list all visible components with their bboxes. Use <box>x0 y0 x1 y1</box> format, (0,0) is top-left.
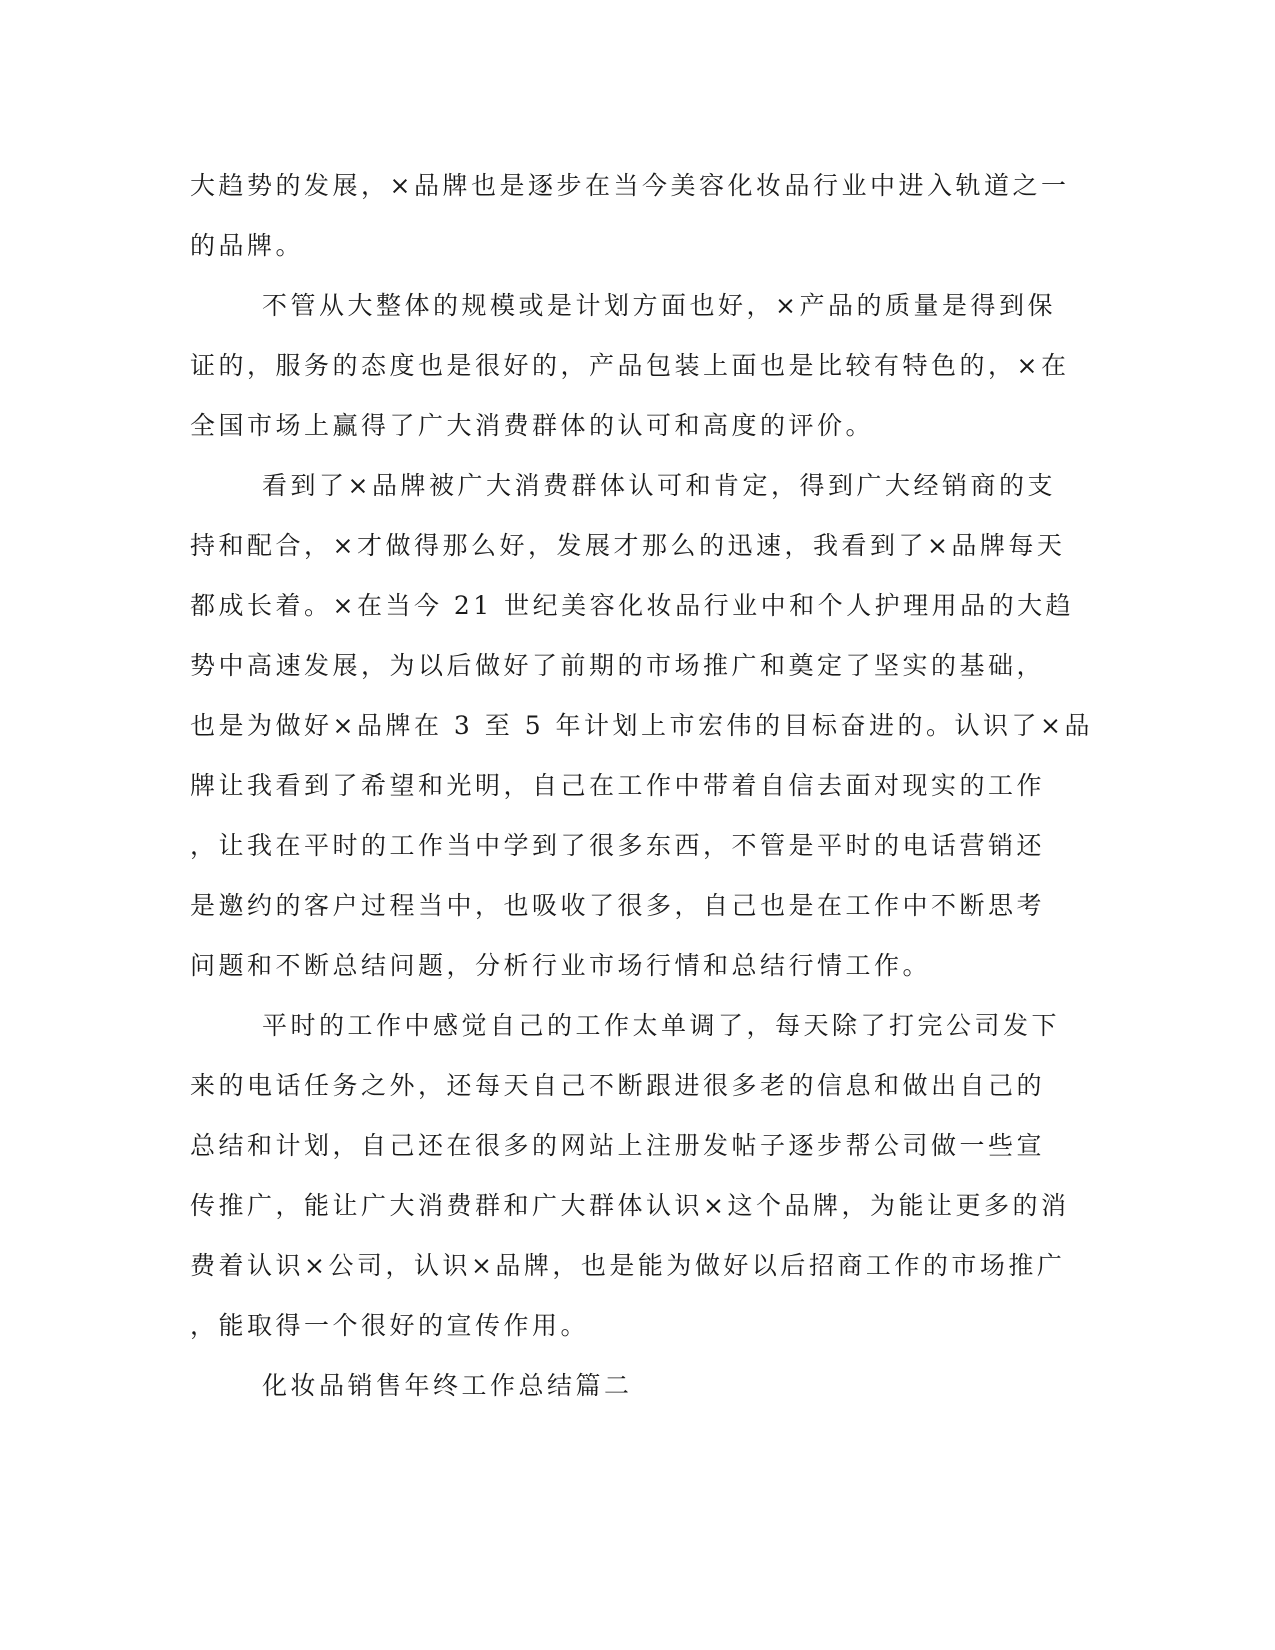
document-body <box>190 156 1093 1416</box>
paragraph-start-line: 不管从大整体的规模或是计划方面也好，×产品的质量是得到保 <box>262 291 1056 320</box>
text-line: 牌让我看到了希望和光明，自己在工作中带着自信去面对现实的工作 <box>190 771 1046 800</box>
text-line: 费着认识×公司，认识×品牌，也是能为做好以后招商工作的市场推广 <box>190 1251 1066 1280</box>
text-line: 的品牌。 <box>190 231 305 260</box>
text-line: 势中高速发展，为以后做好了前期的市场推广和奠定了坚实的基础， <box>190 651 1046 680</box>
text-line: ，能取得一个很好的宣传作用。 <box>190 1311 590 1340</box>
text-line: 传推广，能让广大消费群和广大群体认识×这个品牌，为能让更多的消 <box>190 1191 1070 1220</box>
text-line: 总结和计划，自己还在很多的网站上注册发帖子逐步帮公司做一些宣 <box>190 1131 1046 1160</box>
text-line: 问题和不断总结问题，分析行业市场行情和总结行情工作。 <box>190 951 932 980</box>
text-line: 都成长着。×在当今 21 世纪美容化妆品行业中和个人护理用品的大趋 <box>190 591 1075 620</box>
text-line: 持和配合，×才做得那么好，发展才那么的迅速，我看到了×品牌每天 <box>190 531 1066 560</box>
text-line: 来的电话任务之外，还每天自己不断跟进很多老的信息和做出自己的 <box>190 1071 1046 1100</box>
text-line: 也是为做好×品牌在 3 至 5 年计划上市宏伟的目标奋进的。认识了×品 <box>190 711 1093 740</box>
section-heading: 化妆品销售年终工作总结篇二 <box>262 1371 633 1400</box>
text-line: ，让我在平时的工作当中学到了很多东西，不管是平时的电话营销还 <box>190 831 1046 860</box>
paragraph-start-line: 看到了×品牌被广大消费群体认可和肯定，得到广大经销商的支 <box>262 471 1056 500</box>
text-line: 是邀约的客户过程当中，也吸收了很多，自己也是在工作中不断思考 <box>190 891 1046 920</box>
text-line: 大趋势的发展，×品牌也是逐步在当今美容化妆品行业中进入轨道之一 <box>190 171 1070 200</box>
text-line: 证的，服务的态度也是很好的，产品包装上面也是比较有特色的，×在 <box>190 351 1070 380</box>
paragraph-start-line: 平时的工作中感觉自己的工作太单调了，每天除了打完公司发下 <box>262 1011 1061 1040</box>
text-line: 全国市场上赢得了广大消费群体的认可和高度的评价。 <box>190 411 875 440</box>
